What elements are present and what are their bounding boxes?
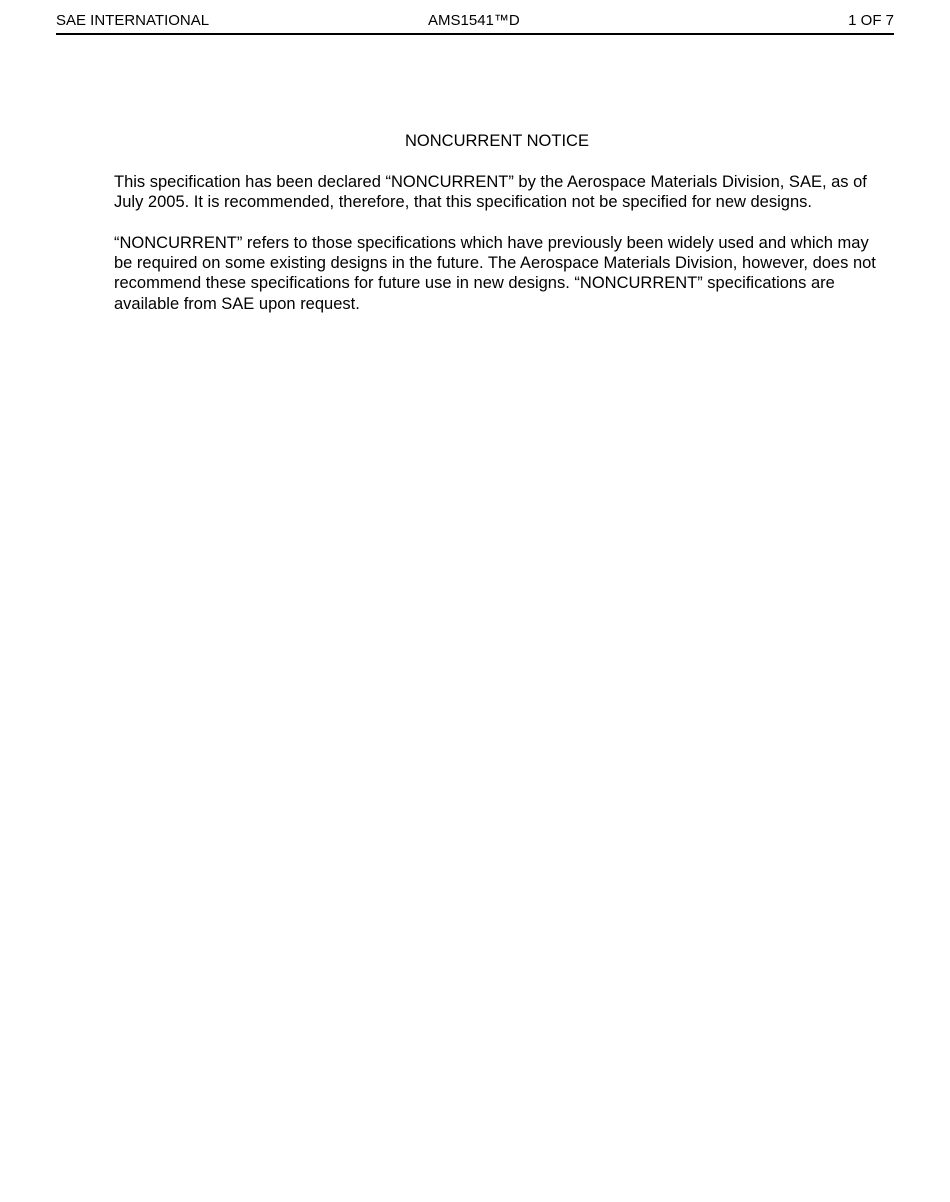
header-organization: SAE INTERNATIONAL [56,12,210,29]
notice-paragraph-2: “NONCURRENT” refers to those specifications which have previously been widely used and which may be required on some existing designs in the future. The Aerospace Materials Division, however, does not recommend these specifications for future use in new designs. “NONCURRENT” specifications are available from SAE upon request. [114,234,876,313]
notice-paragraph-1: This specification has been declared “NONCURRENT” by the Aerospace Materials Division, SAE, as of July 2005. It is recommended, therefore, that this specification not be specified for new designs. [114,173,867,212]
header-page-indicator: 1 OF 7 [848,12,894,29]
header-document-number: AMS1541™D [428,12,520,29]
page-header [56,12,894,35]
notice-title: NONCURRENT NOTICE [405,132,589,150]
